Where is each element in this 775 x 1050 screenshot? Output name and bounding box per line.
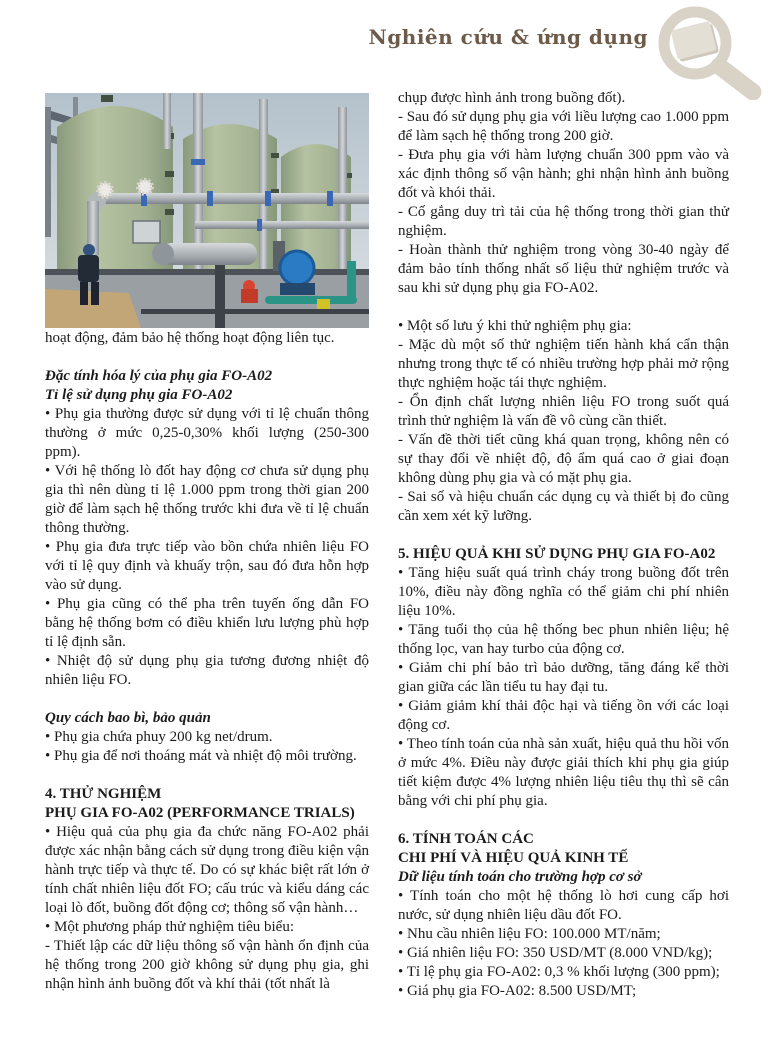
- section-header-title: Nghiên cứu & ứng dụng: [368, 25, 648, 49]
- paragraph: • Giá nhiên liệu FO: 350 USD/MT (8.000 VND/kg);: [398, 945, 713, 961]
- section-heading: 4. THỬ NGHIỆM: [45, 786, 162, 802]
- paragraph: • Phụ gia cũng có thể pha trên tuyến ống dẫn FO bằng hệ thống bơm có điều khiển lưu lượng phù hợp tỉ lệ định sẵn.: [45, 596, 369, 650]
- paragraph: • Phụ gia để nơi thoáng mát và nhiệt độ môi trường.: [45, 748, 357, 764]
- paragraph: • Nhu cầu nhiên liệu FO: 100.000 MT/năm;: [398, 926, 661, 942]
- sub-heading: Tỉ lệ sử dụng phụ gia FO-A02: [45, 387, 233, 403]
- section-heading: 6. TÍNH TOÁN CÁC: [398, 831, 534, 847]
- sub-heading: Đặc tính hóa lý của phụ gia FO-A02: [45, 368, 273, 384]
- paragraph: • Phụ gia đưa trực tiếp vào bồn chứa nhiên liệu FO với tỉ lệ quy định và khuấy trộn, sau đó đưa hỗn hợp vào sử dụng.: [45, 539, 369, 593]
- paragraph: • Tăng tuổi thọ của hệ thống bec phun nhiên liệu; hệ thống lọc, van hay turbo của động cơ.: [398, 622, 729, 657]
- section-heading: CHI PHÍ VÀ HIỆU QUẢ KINH TẾ: [398, 850, 629, 866]
- paragraph: • Tăng hiệu suất quá trình cháy trong buồng đốt trên 10%, điều này đồng nghĩa có thể giảm chi phí nhiên liệu 10%.: [398, 565, 729, 619]
- paragraph: hoạt động, đảm bảo hệ thống hoạt động liên tục.: [45, 330, 335, 346]
- tanks-illustration: [45, 93, 369, 328]
- paragraph: • Phụ gia chứa phuy 200 kg net/drum.: [45, 729, 273, 745]
- paragraph: • Hiệu quả của phụ gia đa chức năng FO-A02 phải được xác nhận bằng cách sử dụng trong điều kiện vận hành trực tiếp và thực tế. Do có sự khác biệt rất lớn ở tính chất nhiên liệu đốt FO; cấu trúc và kiểu dáng các loại lò đốt, buồng đốt động cơ; thông số vận hành…: [45, 824, 369, 916]
- paragraph: - Cố gắng duy trì tải của hệ thống trong thời gian thử nghiệm.: [398, 204, 729, 239]
- section-heading: PHỤ GIA FO-A02 (PERFORMANCE TRIALS): [45, 805, 355, 821]
- paragraph: • Tính toán cho một hệ thống lò hơi cung cấp hơi nước, sử dụng nhiên liệu dầu đốt FO.: [398, 888, 729, 923]
- section-heading: 5. HIỆU QUẢ KHI SỬ DỤNG PHỤ GIA FO-A02: [398, 546, 716, 562]
- industrial-tanks-photo: [45, 93, 369, 328]
- paragraph: • Một số lưu ý khi thử nghiệm phụ gia:: [398, 318, 632, 334]
- paragraph: • Theo tính toán của nhà sản xuất, hiệu quả thu hồi vốn ở mức 4%. Điều này được giải thích khi phụ gia giúp tiết kiệm được 4% lượng nhiên liệu tiêu thụ thì sẽ cân bằng với chi phí phụ gia.: [398, 736, 729, 809]
- paragraph: • Giảm chi phí bảo trì bảo dưỡng, tăng đáng kể thời gian giữa các lần tiểu tu hay đại tu.: [398, 660, 729, 695]
- paragraph: • Nhiệt độ sử dụng phụ gia tương đương nhiệt độ nhiên liệu FO.: [45, 653, 369, 688]
- paragraph: chụp được hình ảnh trong buồng đốt).: [398, 90, 626, 106]
- paragraph: - Ổn định chất lượng nhiên liệu FO trong suốt quá trình thử nghiệm là vấn đề vô cùng cần thiết.: [398, 394, 729, 429]
- paragraph: • Một phương pháp thử nghiệm tiêu biểu:: [45, 919, 295, 935]
- paragraph: - Vấn đề thời tiết cũng khá quan trọng, không nên có sự thay đổi về nhiệt độ, độ ẩm quá cao ở giai đoạn không dùng phụ gia và có mặt phụ gia.: [398, 432, 729, 486]
- sub-heading: Dữ liệu tính toán cho trường hợp cơ sở: [398, 869, 642, 885]
- paragraph: • Phụ gia thường được sử dụng với tỉ lệ chuẩn thông thường ở mức 0,25-0,30% khối lượng (250-300 ppm).: [45, 406, 369, 460]
- paragraph: • Với hệ thống lò đốt hay động cơ chưa sử dụng phụ gia thì nên dùng tỉ lệ 1.000 ppm trong thời gian 200 giờ để làm sạch hệ thống trước khi đưa về tỉ lệ chuẩn thông thường.: [45, 463, 369, 536]
- paragraph: - Hoàn thành thử nghiệm trong vòng 30-40 ngày để đảm bảo tính thống nhất số liệu thử nghiệm trước và sau khi sử dụng phụ gia FO-A02.: [398, 242, 729, 296]
- paragraph: - Sai số và hiệu chuẩn các dụng cụ và thiết bị đo cũng cần xem xét kỹ lưỡng.: [398, 489, 729, 524]
- paragraph: • Giá phụ gia FO-A02: 8.500 USD/MT;: [398, 983, 637, 999]
- paragraph: - Mặc dù một số thử nghiệm tiến hành khá cẩn thận nhưng trong thực tế có nhiều trường hợp phải mở rộng thực nghiệm hoặc tái thực nghiệm.: [398, 337, 729, 391]
- sub-heading: Quy cách bao bì, bảo quản: [45, 710, 211, 726]
- paragraph: - Thiết lập các dữ liệu thông số vận hành ổn định của hệ thống trong 200 giờ không sử dụng phụ gia, ghi nhận hình ảnh buồng đốt và khí thải (tốt nhất là: [45, 938, 369, 992]
- right-column: [398, 89, 729, 1001]
- paragraph: • Giảm giảm khí thải độc hại và tiếng ồn với các loại động cơ.: [398, 698, 729, 733]
- magnifier-document-icon: [645, 4, 767, 100]
- paragraph: - Sau đó sử dụng phụ gia với liều lượng cao 1.000 ppm để làm sạch hệ thống trong 200 giờ.: [398, 109, 729, 144]
- paragraph: - Đưa phụ gia với hàm lượng chuẩn 300 ppm vào và xác định thông số vận hành; ghi nhận hình ảnh buồng đốt và khói thải.: [398, 147, 729, 201]
- left-column: [45, 329, 369, 994]
- paragraph: • Tỉ lệ phụ gia FO-A02: 0,3 % khối lượng (300 ppm);: [398, 964, 720, 980]
